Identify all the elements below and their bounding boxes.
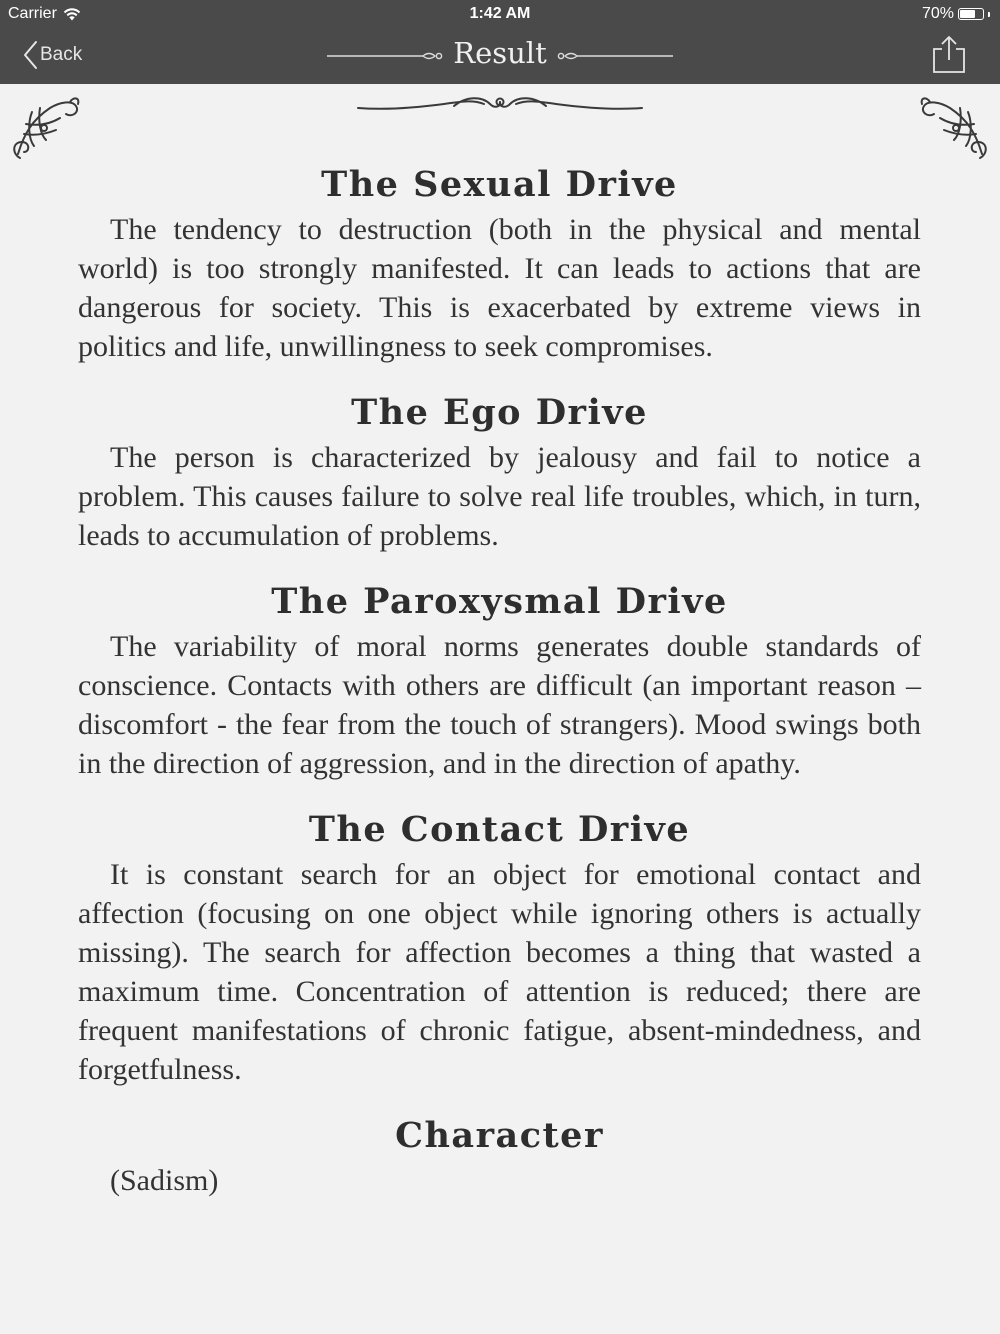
battery-percent: 70% bbox=[921, 5, 954, 22]
section-body: (Sadism) bbox=[110, 1164, 219, 1197]
status-bar bbox=[0, 0, 1000, 28]
section-title: The Paroxysmal Drive bbox=[271, 581, 728, 622]
section-title: The Sexual Drive bbox=[321, 164, 678, 205]
section-title: Character bbox=[395, 1115, 604, 1156]
chevron-left-icon bbox=[22, 40, 38, 70]
battery-fill bbox=[960, 10, 975, 18]
result-section bbox=[78, 388, 921, 555]
title-flourish-right-icon bbox=[555, 50, 675, 62]
section-title: The Ego Drive bbox=[351, 392, 648, 433]
corner-ornament-left-icon bbox=[10, 94, 82, 164]
result-section bbox=[78, 160, 921, 366]
top-bar bbox=[0, 0, 1000, 84]
share-icon bbox=[930, 34, 968, 74]
back-label: Back bbox=[40, 44, 83, 65]
result-section bbox=[78, 1111, 921, 1200]
header-flourish-icon bbox=[354, 92, 646, 116]
result-section bbox=[78, 577, 921, 783]
battery-indicator bbox=[922, 5, 990, 23]
back-button[interactable] bbox=[22, 38, 82, 72]
share-button[interactable] bbox=[930, 34, 968, 74]
battery-tip bbox=[988, 12, 990, 17]
section-body: The variability of moral norms generates double standards of conscience. Contacts with others are difficult (an important reason – discomfort - the fear from the touch of strangers). Mood swings both in the direction of aggression, and in the direction of apathy. bbox=[78, 630, 921, 780]
corner-ornament-right-icon bbox=[918, 94, 990, 164]
status-time: 1:42 AM bbox=[469, 5, 531, 22]
nav-title-area bbox=[325, 34, 675, 74]
navigation-bar bbox=[0, 28, 1000, 84]
battery-icon bbox=[958, 8, 984, 20]
nav-title: Result bbox=[453, 36, 547, 70]
result-section bbox=[78, 805, 921, 1089]
section-body: The tendency to destruction (both in the physical and mental world) is too strongly manifested. It can leads to actions that are dangerous for society. This is exacerbated by extreme views in politics and life, unwillingness to seek compromises. bbox=[78, 213, 921, 363]
section-body: It is constant search for an object for emotional contact and affection (focusing on one object while ignoring others is actually missing). The search for affection becomes a thing that wasted a maximum time. Concentration of attention is reduced; there are frequent manifestations of chronic fatigue, absent-mindedness, and forgetfulness. bbox=[78, 858, 921, 1086]
section-body: The person is characterized by jealousy and fail to notice a problem. This causes failure to solve real life troubles, which, in turn, leads to accumulation of problems. bbox=[78, 441, 921, 552]
result-content bbox=[78, 160, 921, 1222]
carrier-label: Carrier bbox=[8, 5, 57, 22]
section-title: The Contact Drive bbox=[308, 809, 691, 850]
